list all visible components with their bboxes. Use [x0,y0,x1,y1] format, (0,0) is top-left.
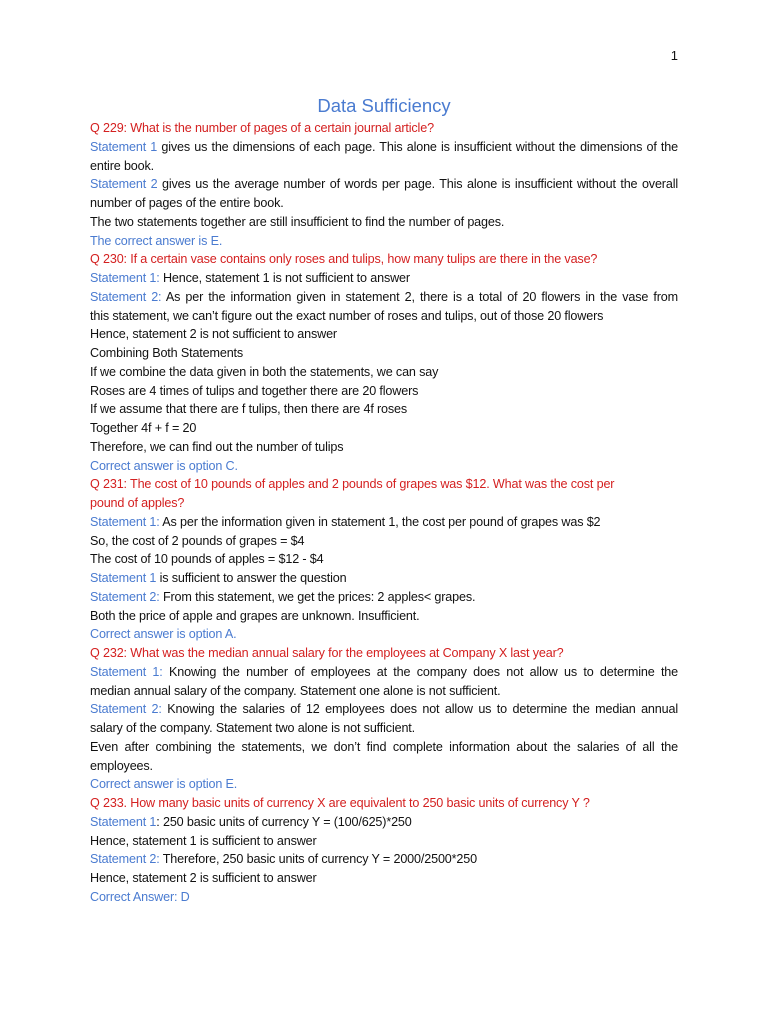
statement-text: gives us the dimensions of each page. This alone is insufficient without the dimensions of the [157,139,678,154]
statement-text: As per the information given in statement 1, the cost per pound of grapes was $2 [159,514,601,529]
page-title: Data Sufficiency [317,95,451,116]
statement-text: Knowing the salaries of 12 employees does not allow us to determine the median annual [161,702,678,717]
statement-2-cont: this statement, we can’t figure out the exact number of roses and tulips, out of those 20 flowers [90,308,604,323]
statement-label: Statement 2: [90,702,162,717]
question-229 [90,119,678,250]
statement-label: Statement 2 [90,177,158,192]
statement-label: Statement 2: [90,852,160,867]
question-232 [90,644,678,794]
statement-text: Hence, statement 1 is not sufficient to answer [159,271,410,285]
statement-label: Statement 1: [90,664,163,679]
question-233 [90,794,678,907]
body-line: If we assume that there are f tulips, then there are 4f roses [90,402,408,417]
statement-text: From this statement, we get the prices: 2 apples< grapes. [159,589,476,604]
statement-2-conclusion: Hence, statement 2 is sufficient to answer [90,871,317,885]
combined-text: Even after combining the statements, we don’t find complete information about the salaries of all the [90,739,678,754]
body-line: Roses are 4 times of tulips and together there are 20 flowers [90,383,419,398]
statement-1-conclusion [90,569,678,588]
statement-2 [90,588,678,607]
statement-1 [90,269,678,288]
answer-text: Correct Answer: D [90,889,190,904]
question-230 [90,250,678,475]
body-line: The cost of 10 pounds of apples = $12 - $4 [90,552,324,567]
question-text: Q 230: If a certain vase contains only roses and tulips, how many tulips are there in the vase? [90,252,598,267]
statement-2-cont: salary of the company. Statement two alone is not sufficient. [90,721,415,735]
statement-text: gives us the average number of words per page. This alone is insufficient without the overall [157,177,678,192]
statement-2 [90,700,678,719]
answer-text: Correct answer is option C. [90,458,238,473]
statement-1-conclusion: Hence, statement 1 is sufficient to answer [90,833,317,848]
statement-2 [90,288,678,307]
statement-1 [90,138,678,157]
combined-text: Both the price of apple and grapes are unknown. Insufficient. [90,608,420,623]
statement-1-cont: median annual salary of the company. Statement one alone is not sufficient. [90,683,501,698]
body-line: Combining Both Statements [90,346,244,360]
answer-text: Correct answer is option A. [90,627,237,642]
statement-label: Statement 1: [90,514,160,529]
body-line: If we combine the data given in both the statements, we can say [90,364,439,379]
answer-text: Correct answer is option E. [90,777,238,792]
statement-text: Therefore, 250 basic units of currency Y = 2000/2500*250 [159,852,477,867]
statement-2-cont: number of pages of the entire book. [90,196,284,210]
statement-text: is sufficient to answer the question [156,571,347,585]
document-body [90,119,678,907]
statement-label: Statement 1 [90,814,157,829]
answer-text: The correct answer is E. [90,233,223,248]
statement-label: Statement 2: [90,289,162,304]
statement-text: Knowing the number of employees at the company does not allow us to determine the [162,664,678,679]
question-text: Q 233. How many basic units of currency X are equivalent to 250 basic units of currency Y ? [90,796,590,810]
combined-text: The two statements together are still insufficient to find the number of pages. [90,214,505,229]
body-line: Together 4f + f = 20 [90,421,197,435]
statement-label: Statement 1 [90,571,157,585]
body-line: Hence, statement 2 is not sufficient to answer [90,327,337,342]
body-line: So, the cost of 2 pounds of grapes = $4 [90,533,305,548]
question-text-cont: pound of apples? [90,496,185,510]
question-231 [90,475,678,644]
question-text: Q 231: The cost of 10 pounds of apples and 2 pounds of grapes was $12. What was the cost per [90,477,615,492]
statement-1 [90,513,678,532]
statement-2 [90,175,678,194]
statement-text: As per the information given in statement 2, there is a total of 20 flowers in the vase from [161,289,678,304]
statement-1 [90,663,678,682]
question-text: Q 229: What is the number of pages of a certain journal article? [90,121,434,135]
statement-1 [90,813,678,832]
question-text: Q 232: What was the median annual salary for the employees at Company X last year? [90,646,564,660]
combined-text-cont: employees. [90,758,153,773]
page-number: 1 [670,48,678,63]
body-line: Therefore, we can find out the number of tulips [90,439,344,454]
statement-label: Statement 1: [90,271,160,285]
statement-2 [90,850,678,869]
statement-label: Statement 2: [90,589,160,604]
statement-text: : 250 basic units of currency Y = (100/625)*250 [156,814,412,829]
statement-1-cont: entire book. [90,158,155,173]
statement-label: Statement 1 [90,139,158,154]
